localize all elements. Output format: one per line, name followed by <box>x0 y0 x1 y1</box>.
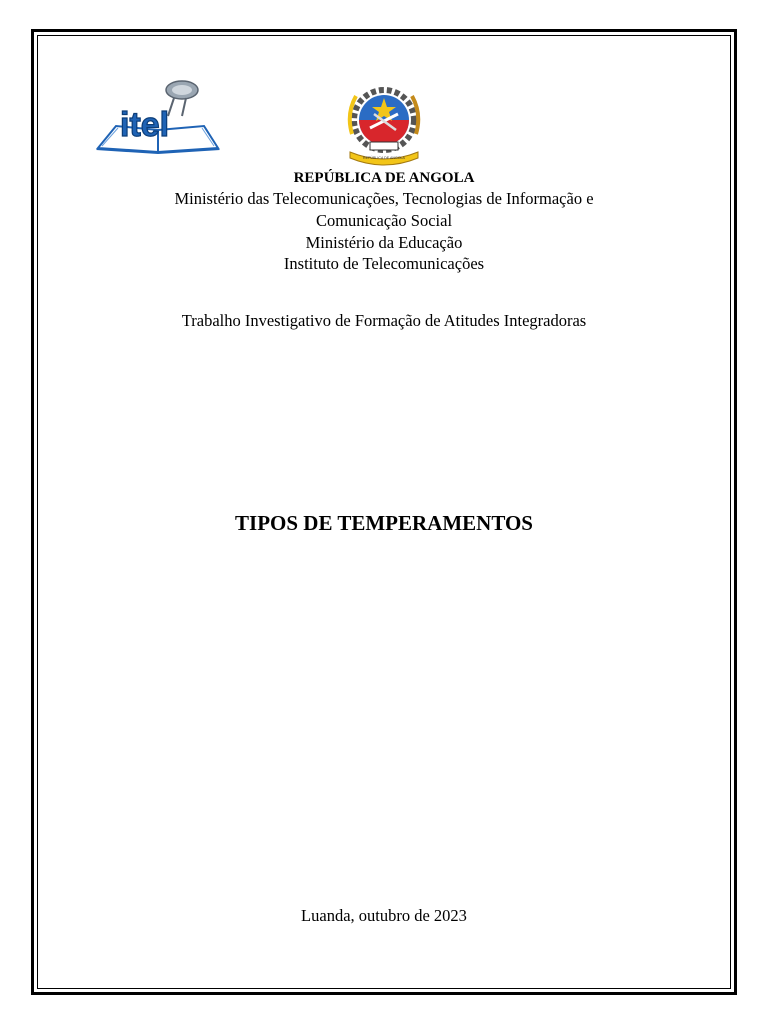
work-type: Trabalho Investigativo de Formação de Atitudes Integradoras <box>181 311 587 330</box>
ministry-education: Ministério da Educação <box>305 233 463 252</box>
emblem-ribbon-text: REPÚBLICA DE ANGOLA <box>363 156 405 160</box>
place-date: Luanda, outubro de 2023 <box>301 906 467 925</box>
angola-coat-of-arms <box>340 84 426 168</box>
document-title: TIPOS DE TEMPERAMENTOS <box>235 511 533 535</box>
satellite-dish-icon <box>166 81 198 116</box>
itel-logo <box>94 78 224 156</box>
ministry-telecom-line2: Comunicação Social <box>315 211 453 230</box>
ministry-telecom-line1: Ministério das Telecomunicações, Tecnologias de Informação e <box>174 189 594 208</box>
republic-heading: REPÚBLICA DE ANGOLA <box>293 170 475 186</box>
institute-name: Instituto de Telecomunicações <box>283 254 485 273</box>
itel-logo-text: itel <box>120 106 170 144</box>
